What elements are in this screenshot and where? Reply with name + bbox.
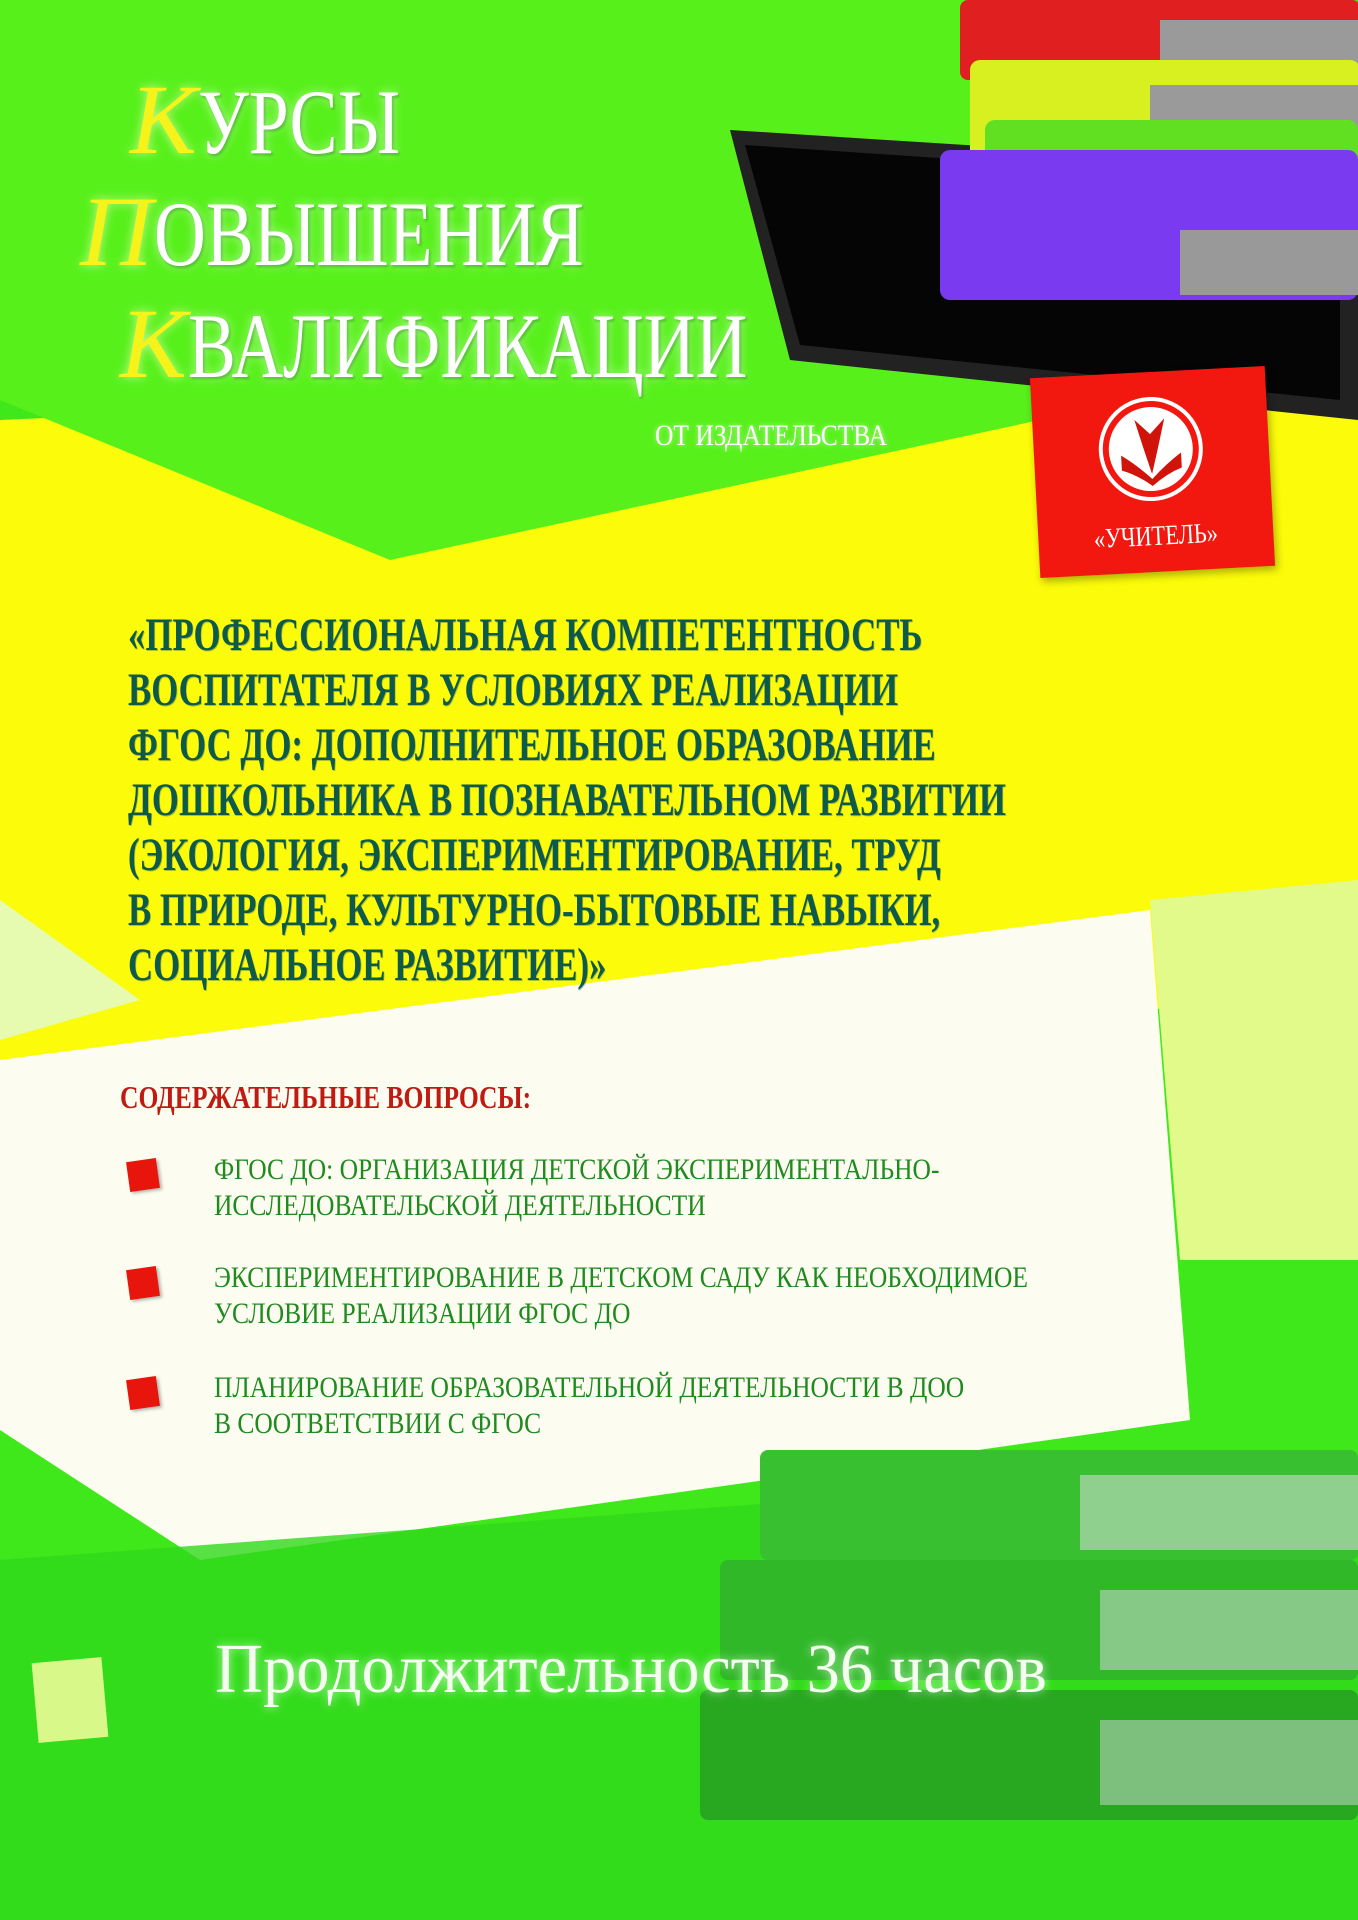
course-title-line: ФГОС ДО: ДОПОЛНИТЕЛЬНОЕ ОБРАЗОВАНИЕ (128, 719, 936, 771)
course-title-line: ДОШКОЛЬНИКА В ПОЗНАВАТЕЛЬНОМ РАЗВИТИИ (128, 774, 1006, 826)
header-initial: К (130, 64, 197, 175)
list-item-text (214, 1370, 964, 1442)
publisher-prefix: ОТ ИЗДАТЕЛЬСТВА (655, 419, 888, 452)
header-initial: К (120, 288, 187, 399)
header-line-kvalifikatsii (120, 288, 906, 399)
list-item-text (214, 1152, 939, 1224)
header-rest: УРСЫ (198, 71, 401, 173)
course-title-line: СОЦИАЛЬНОЕ РАЗВИТИЕ)» (128, 939, 607, 991)
red-square-bullet-icon (126, 1376, 160, 1410)
list-item-line: ПЛАНИРОВАНИЕ ОБРАЗОВАТЕЛЬНОЙ ДЕЯТЕЛЬНОСТИ В ДОО (214, 1371, 965, 1404)
course-title-line: В ПРИРОДЕ, КУЛЬТУРНО-БЫТОВЫЕ НАВЫКИ, (128, 884, 941, 936)
list-item-line: ЭКСПЕРИМЕНТИРОВАНИЕ В ДЕТСКОМ САДУ КАК НЕОБХОДИМОЕ (214, 1261, 1029, 1294)
content-heading: СОДЕРЖАТЕЛЬНЫЕ ВОПРОСЫ: (120, 1079, 532, 1115)
header-rest: ВАЛИФИКАЦИИ (188, 295, 748, 397)
header-line-kursy (130, 64, 457, 175)
course-duration: Продолжительность 36 часов (215, 1631, 1047, 1708)
list-item-line: ФГОС ДО: ОРГАНИЗАЦИЯ ДЕТСКОЙ ЭКСПЕРИМЕНТАЛЬНО- (214, 1153, 940, 1186)
course-title-line: «ПРОФЕССИОНАЛЬНАЯ КОМПЕТЕНТНОСТЬ (128, 609, 923, 661)
red-square-bullet-icon (126, 1158, 160, 1192)
red-square-bullet-icon (126, 1266, 160, 1300)
course-title-line: ВОСПИТАТЕЛЯ В УСЛОВИЯХ РЕАЛИЗАЦИИ (128, 664, 899, 716)
course-title-line: (ЭКОЛОГИЯ, ЭКСПЕРИМЕНТИРОВАНИЕ, ТРУД (128, 829, 941, 881)
list-item-line: ИССЛЕДОВАТЕЛЬСКОЙ ДЕЯТЕЛЬНОСТИ (214, 1189, 706, 1222)
logo-text: «УЧИТЕЛЬ» (1093, 518, 1219, 556)
logo-emblem-icon (1093, 391, 1209, 507)
header-line-povysheniya (80, 176, 706, 287)
list-item-text (214, 1260, 1028, 1332)
header-initial: П (80, 176, 153, 287)
list-item-line: В СООТВЕТСТВИИ С ФГОС (214, 1407, 542, 1440)
course-title (128, 608, 1328, 993)
header-rest: ОВЫШЕНИЯ (154, 183, 585, 285)
publisher-logo (1030, 366, 1275, 578)
list-item-line: УСЛОВИЕ РЕАЛИЗАЦИИ ФГОС ДО (214, 1297, 631, 1330)
